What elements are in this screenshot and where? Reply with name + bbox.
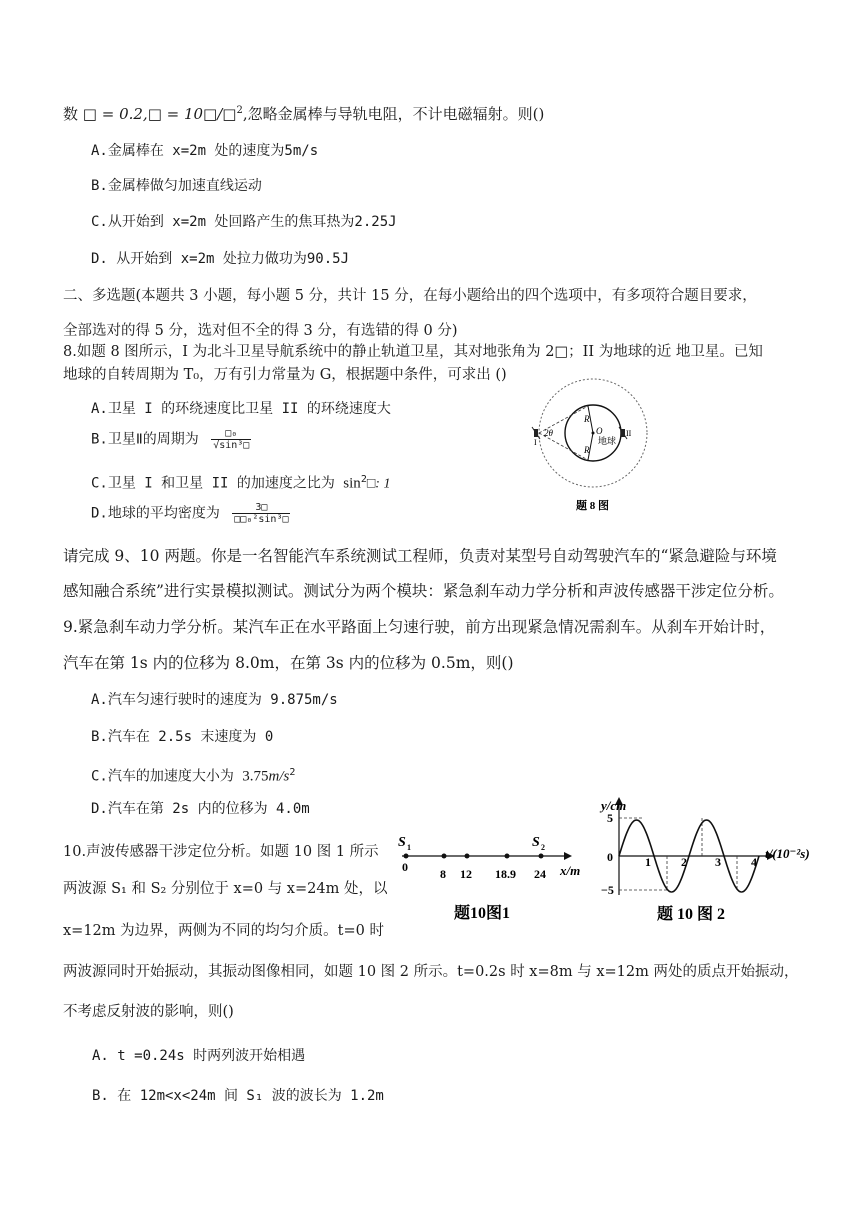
q8-option-b-text: B.卫星Ⅱ的周期为: [91, 431, 199, 448]
q8-option-d-text: D.地球的平均密度为: [91, 505, 220, 522]
tick-12: 12: [460, 867, 472, 881]
label-s2-sub: 2: [541, 843, 545, 852]
q9-option-c-text: C.汽车的加速度大小为: [91, 768, 234, 785]
header-prefix: 数: [63, 105, 79, 123]
label-s1-sub: 1: [407, 843, 411, 852]
q8-option-d-denominator: □□₀²sin³□: [234, 514, 289, 525]
label-s2: S: [532, 835, 540, 850]
t-axis-label: t/(10⁻²s): [765, 846, 810, 861]
xtick-2: 2: [681, 855, 687, 869]
ytick-5: 5: [607, 811, 613, 825]
xtick-3: 3: [715, 855, 721, 869]
q9-option-b: B.汽车在 2.5s 末速度为 0: [91, 729, 274, 745]
label-earth: 地球: [598, 436, 617, 446]
figure-10-1: [392, 830, 592, 925]
q9-option-c-unit: m/s: [268, 768, 290, 785]
label-2theta: 2θ: [544, 428, 553, 438]
q8-option-c: [91, 470, 390, 495]
q8-option-d: [91, 502, 290, 525]
point-12-dot: [465, 854, 470, 859]
q8-option-d-fraction: [232, 502, 290, 525]
header-suffix: ,忽略金属棒与导轨电阻，不计电磁辐射。则(): [242, 105, 545, 123]
figure-10-1-caption: 题10图1: [454, 905, 511, 922]
label-o: O: [596, 426, 603, 436]
q10-line5: 不考虑反射波的影响，则(): [63, 1004, 234, 1020]
q8-option-c-sin: sin: [343, 475, 361, 492]
point-18-9-dot: [505, 854, 510, 859]
header-line: [63, 101, 544, 124]
label-satellite-2: II: [626, 429, 632, 438]
intro-line2: 感知融合系统”进行实景模拟测试。测试分为两个模块：紧急刹车动力学分析和声波传感器干涉定位分析。: [63, 582, 784, 600]
figure-8: [524, 378, 664, 516]
x-axis-label: x/m: [560, 863, 581, 878]
figure-10-2: [597, 795, 825, 925]
q8-option-c-sup: 2: [360, 474, 367, 485]
q8-line1: 8.如题 8 图所示，I 为北斗卫星导航系统中的静止轨道卫星，其对地张角为 2□；II 为地球的近 地卫星。已知: [63, 344, 763, 360]
tick-24: 24: [534, 867, 546, 881]
section2-line1: 二、多选题(本题共 3 小题，每小题 5 分，共计 15 分，在每小题给出的四个选项中，有多项符合题目要求，: [63, 288, 757, 304]
q9-option-d: D.汽车在第 2s 内的位移为 4.0m: [91, 801, 310, 817]
ytick-0: 0: [607, 850, 613, 864]
source-s2-dot: [539, 854, 544, 859]
earth-center-dot: [592, 432, 595, 435]
q10-line3: x=12m 为边界，两侧为不同的均匀介质。t=0 时: [63, 923, 384, 939]
section2-line2: 全部选对的得 5 分，选对但不全的得 3 分，有选错的得 0 分): [63, 323, 458, 339]
q10-line1: 10.声波传感器干涉定位分析。如题 10 图 1 所示: [63, 844, 379, 860]
x-axis-arrow-icon: [564, 852, 572, 860]
q9-option-c-sup: 2: [289, 767, 296, 778]
q10-line4: 两波源同时开始振动，其振动图像相同，如题 10 图 2 所示。t=0.2s 时 x=8m 与 x=12m 两处的质点开始振动，: [63, 964, 799, 980]
q8-line2: 地球的自转周期为 T₀，万有引力常量为 G，根据题中条件，可求出 (): [63, 367, 507, 383]
q7-option-b: B.金属棒做匀加速直线运动: [91, 178, 262, 194]
tick-0: 0: [402, 860, 408, 874]
header-formula-sup: 2: [236, 105, 243, 116]
q8-option-a: A.卫星 I 的环绕速度比卫星 II 的环绕速度大: [91, 401, 391, 417]
q8-option-c-text: C.卫星 I 和卫星 II 的加速度之比为: [91, 475, 335, 492]
q9-option-c-value: 3.75: [242, 768, 269, 785]
label-satellite-1: I: [534, 438, 537, 447]
y-axis-label: y/cm: [601, 798, 627, 813]
q9-line2: 汽车在第 1s 内的位移为 8.0m，在第 3s 内的位移为 0.5m，则(): [63, 654, 514, 672]
source-s1-dot: [404, 854, 409, 859]
q7-option-a: A.金属棒在 x=2m 处的速度为5m/s: [91, 143, 319, 159]
figure-8-caption: 题 8 图: [576, 500, 609, 512]
q8-option-b-numerator: □₀: [211, 428, 251, 440]
figure-10-2-caption: 题 10 图 2: [657, 906, 726, 923]
q10-option-b: B. 在 12m<x<24m 间 S₁ 波的波长为 1.2m: [92, 1088, 384, 1104]
label-r-bottom: R: [584, 445, 590, 455]
q9-option-c: [91, 763, 295, 787]
tick-8: 8: [440, 867, 446, 881]
q10-line2: 两波源 S₁ 和 S₂ 分别位于 x=0 与 x=24m 处，以: [63, 881, 388, 897]
q7-option-c: C.从开始到 x=2m 处回路产生的焦耳热为2.25J: [91, 214, 397, 230]
header-formula: □ = 0.2,□ = 10□/□: [82, 105, 237, 123]
q8-option-b-fraction: [211, 428, 251, 451]
xtick-4: 4: [751, 855, 757, 869]
q10-option-a: A. t =0.24s 时两列波开始相遇: [92, 1048, 306, 1064]
point-8-dot: [442, 854, 447, 859]
tick-18-9: 18.9: [495, 867, 516, 881]
label-r-top: R: [584, 414, 590, 424]
q9-option-a: A.汽车匀速行驶时的速度为 9.875m/s: [91, 692, 338, 708]
q9-line1: 9.紧急刹车动力学分析。某汽车正在水平路面上匀速行驶，前方出现紧急情况需刹车。从刹车开始计时，: [63, 618, 776, 636]
q7-option-d: D. 从开始到 x=2m 处拉力做功为90.5J: [91, 251, 350, 267]
xtick-1: 1: [645, 855, 651, 869]
q8-option-d-numerator: 3□: [232, 502, 290, 514]
q8-option-b-denominator: √sin³□: [213, 440, 250, 451]
intro-line1: 请完成 9、10 两题。你是一名智能汽车系统测试工程师，负责对某型号自动驾驶汽车的“紧急避险与环境: [63, 547, 777, 565]
label-s1: S: [398, 835, 406, 850]
q8-option-b: [91, 428, 251, 451]
ytick-neg5: −5: [601, 883, 614, 897]
q8-option-c-ratio: □: 1: [366, 476, 391, 492]
